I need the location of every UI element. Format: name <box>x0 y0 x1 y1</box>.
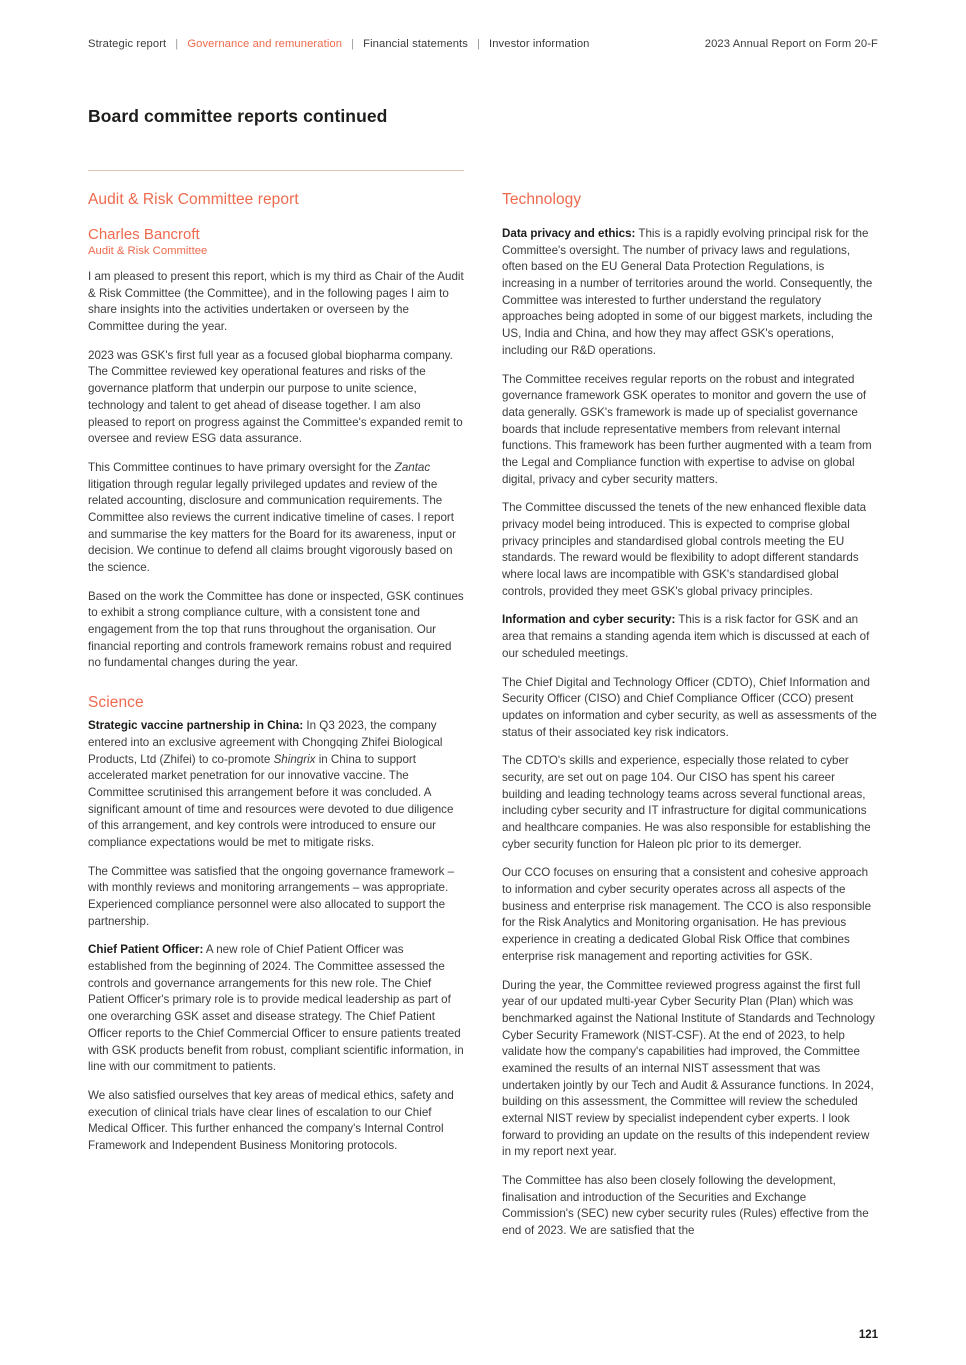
body-columns <box>88 170 878 1240</box>
text-fragment: In Q3 2023, the company entered into an exclusive agreement with Chongqing Zhifei Biological Products, Ltd (Zhifei) to co-promote <box>88 719 443 766</box>
section-divider-rule <box>88 170 464 171</box>
paragraph: I am pleased to present this report, which is my third as Chair of the Audit & Risk Committee (the Committee), and in the following pages I aim to share insights into the activities undertaken or overseen by the Committee during the year. <box>88 270 464 334</box>
paragraph-data-privacy <box>502 226 878 360</box>
nav-item-financial-statements[interactable]: Financial statements <box>363 38 468 50</box>
paragraph-lead-in: Strategic vaccine partnership in China: <box>88 719 304 733</box>
nav-item-investor-information[interactable]: Investor information <box>489 38 590 50</box>
audit-risk-committee-report-heading: Audit & Risk Committee report <box>88 191 299 208</box>
text-fragment: A new role of Chief Patient Officer was established from the beginning of 2024. The Committee assessed the controls and governance arrangements for this new role. The Chief Patient Officer's primary role is to provide medical leadership as part of one overarching GSK asset and disease strategy. The Chief Patient Officer reports to the Chief Commercial Officer to ensure patients treated with GSK products benefit from robust, compliant scientific information, in line with our commitment to patients. <box>88 943 464 1074</box>
running-header <box>88 38 878 56</box>
text-fragment: litigation through regular legally privileged updates and review of the related accounting, disclosure and communication requirements. The Committee also reviews the current indicative timeline of cases. I report and summarise the key matters for the Board for its awareness, input or decision. We continue to defend all claims brought vigorously based on the science. <box>88 477 456 574</box>
paragraph: The CDTO's skills and experience, especially those related to cyber security, are set out on page 104. Our CISO has spent his career building and leading technology teams across several functional areas, including cyber security and IT infrastructure for digital communications and healthcare companies. He was also responsible for establishing the cyber security function for Haleon plc prior to its demerger. <box>502 754 871 851</box>
paragraph-lead-in: Information and cyber security: <box>502 613 676 627</box>
left-column <box>88 170 464 1155</box>
product-name-zantac: Zantac <box>394 460 431 474</box>
paragraph: The Chief Digital and Technology Officer (CDTO), Chief Information and Security Officer (CISO) and Chief Compliance Officer (CCO) present updates on information and cyber security, as well as assessments of the status of their associated key risk indicators. <box>502 675 877 739</box>
paragraph: The Committee has also been closely following the development, finalisation and introduction of the Securities and Exchange Commission's (SEC) new cyber security rules (Rules) effective from the end of 2023. We are satisfied that the <box>502 1174 869 1238</box>
paragraph: The Committee receives regular reports on the robust and integrated governance framework GSK operates to monitor and govern the use of data generally. GSK's framework is made up of specialist governance boards that include representative members from relevant internal functions. This framework has been further augmented with a team from the Legal and Compliance function with expertise to advise on global digital, privacy and cyber security matters. <box>502 372 872 486</box>
paragraph-zantac <box>88 460 464 577</box>
nav-item-governance-and-remuneration[interactable]: Governance and remuneration <box>187 38 343 50</box>
technology-heading: Technology <box>502 191 582 208</box>
paragraph-lead-in: Chief Patient Officer: <box>88 943 204 957</box>
paragraph-cyber-security <box>502 612 878 662</box>
page-title: Board committee reports continued <box>88 106 388 126</box>
paragraph: 2023 was GSK's first full year as a focused global biopharma company. The Committee reviewed key operational features and risks of the governance platform that underpin our purpose to unite science, technology and talent to get ahead of disease together. I am also pleased to report on progress against the Committee's expanded remit to oversee and review ESG data assurance. <box>88 348 463 446</box>
paragraph: During the year, the Committee reviewed progress against the first full year of our updated multi-year Cyber Security Plan (Plan) which was benchmarked against the National Institute of Standards and Technology Cyber Security Framework (NIST-CSF). At the end of 2023, to help validate how the company's capabilities had improved, the Committee examined the results of an internal NIST assessment that was undertaken jointly by our Tech and Audit & Assurance functions. In 2024, building on this assessment, the Committee will review the scheduled external NIST review by specialist independent cyber experts. I look forward to providing an update on the results of this independent review in my report next year. <box>502 978 875 1159</box>
nav-separator: | <box>351 38 355 50</box>
nav-separator: | <box>476 38 480 50</box>
column-top-spacer <box>502 170 878 191</box>
paragraph-lead-in: Data privacy and ethics: <box>502 227 636 240</box>
text-fragment: This Committee continues to have primary oversight for the <box>88 460 395 474</box>
report-title-label: 2023 Annual Report on Form 20-F <box>704 38 878 50</box>
nav-separator: | <box>175 38 179 50</box>
paragraph-vaccine-partnership <box>88 718 464 852</box>
header-nav <box>88 38 590 50</box>
page-number: 121 <box>858 1329 878 1341</box>
committee-chair-name: Charles Bancroft <box>88 226 200 243</box>
paragraph: Our CCO focuses on ensuring that a consistent and cohesive approach to information and cyber security operates across all aspects of the business and enterprise risk management. The CCO is also responsible for the Risk Analytics and Monitoring organisation. He has previous experience in creating a dedicated Global Risk Office that combines enterprise risk management and reporting activities for GSK. <box>502 866 872 963</box>
science-heading: Science <box>88 694 144 712</box>
committee-chair-role: Audit & Risk Committee <box>88 245 208 257</box>
product-name-shingrix: Shingrix <box>273 752 316 766</box>
right-column <box>502 170 878 1240</box>
text-fragment: This is a risk factor for GSK and an area that remains a standing agenda item which is discussed at each of our scheduled meetings. <box>502 613 870 660</box>
text-fragment: in China to support accelerated market penetration for our innovative vaccine. The Committee scrutinised this arrangement before it was concluded. A significant amount of time and resources were devoted to due diligence of this arrangement, and key controls were introduced to ensure our compliance expectations would be met to mitigate risks. <box>88 752 454 849</box>
nav-item-strategic-report[interactable]: Strategic report <box>88 38 167 50</box>
text-fragment: This is a rapidly evolving principal risk for the Committee's oversight. The number of privacy laws and regulations, often based on the EU General Data Protection Regulations, is increasing in a number of territories around the world. Consequently, the Committee was interested to further understand the regulatory approaches being adopted in some of our biggest markets, including the US, India and China, and how they may affect GSK's operations, including our R&D operations. <box>502 227 873 357</box>
paragraph-chief-patient-officer <box>88 942 464 1076</box>
paragraph: The Committee was satisfied that the ongoing governance framework – with monthly reviews and monitoring arrangements – was appropriate. Experienced compliance personnel were also allocated to support the partnership. <box>88 864 455 928</box>
paragraph: The Committee discussed the tenets of the new enhanced flexible data privacy model being introduced. This is expected to comprise global privacy principles and standardised global controls meeting the EU standards. The reward would be flexibility to adopt different standards where local laws are incompatible with GSK's standardised global controls, provided they meet GSK's global privacy principles. <box>502 501 867 598</box>
paragraph: We also satisfied ourselves that key areas of medical ethics, safety and execution of clinical trials have clear lines of escalation to our Chief Medical Officer. This further enhanced the company's Internal Control Framework and Independent Business Monitoring protocols. <box>88 1088 454 1152</box>
paragraph: Based on the work the Committee has done or inspected, GSK continues to exhibit a strong compliance culture, with a consistent tone and engagement from the top that runs throughout the organisation. Our financial reporting and controls framework remains robust and required no fundamental changes during the year. <box>88 589 464 670</box>
